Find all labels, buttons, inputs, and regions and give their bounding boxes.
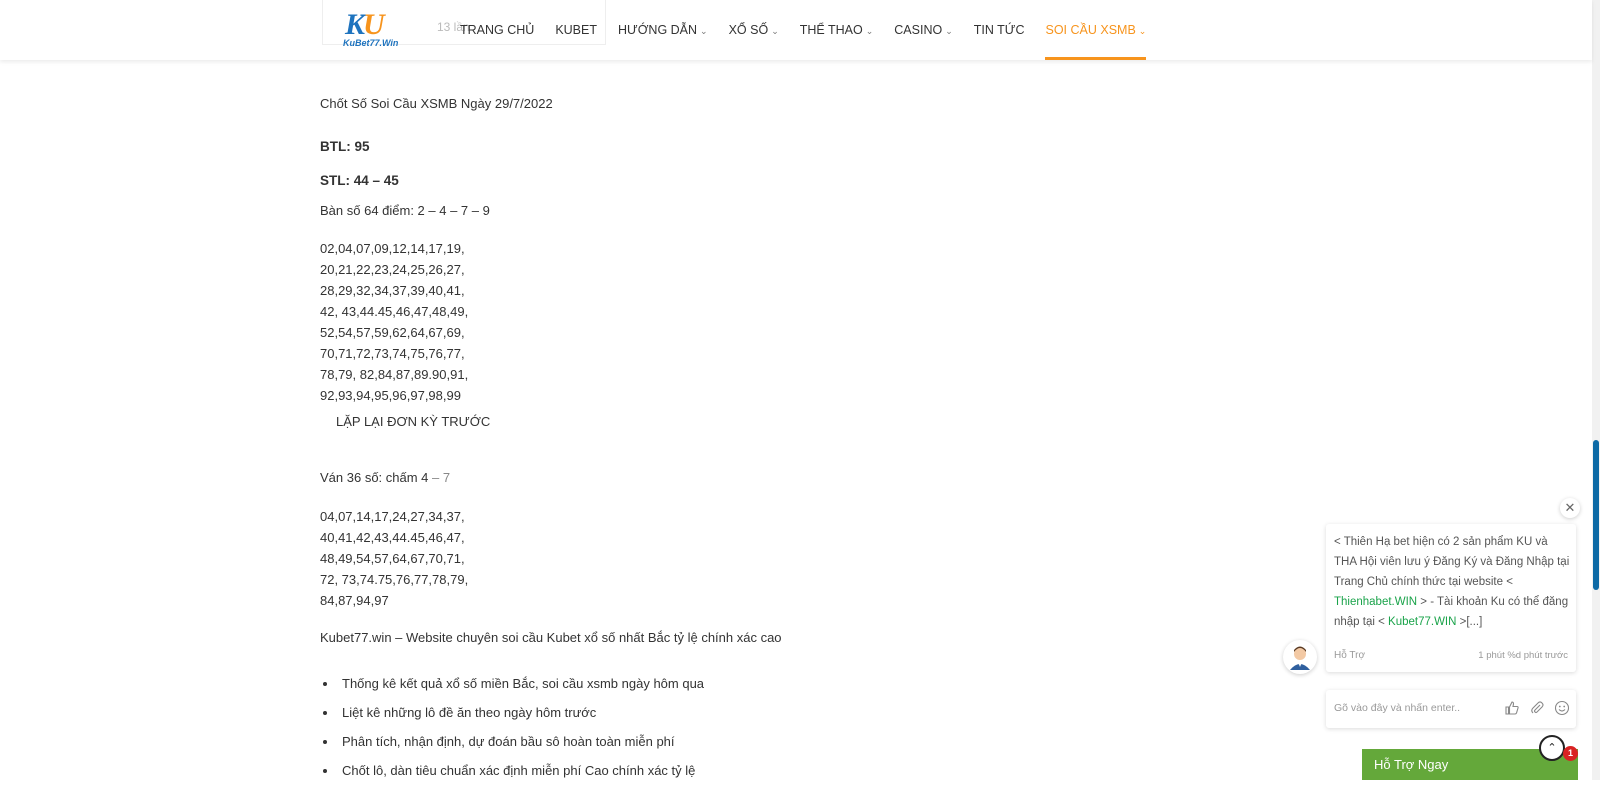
chat-message-footer — [1334, 650, 1568, 661]
repeat-note: LẶP LẠI ĐƠN KỲ TRƯỚC — [336, 414, 491, 429]
number-row: 40,41,42,43,44.45,46,47, — [320, 530, 465, 545]
chat-message-card — [1326, 524, 1576, 672]
nav-label: TIN TỨC — [973, 23, 1025, 37]
nav-label: HƯỚNG DẪN — [618, 23, 698, 37]
page-scrollbar[interactable] — [1592, 0, 1600, 780]
nav-label: SOI CẦU XSMB — [1045, 23, 1136, 37]
chevron-up-icon: ⌃ — [1547, 742, 1557, 754]
message-link-kubet77[interactable]: Kubet77.WIN — [1388, 616, 1457, 628]
site-description: Kubet77.win – Website chuyên soi cầu Kubet xổ số nhất Bắc tỷ lệ chính xác cao — [320, 630, 782, 645]
avatar-icon — [1283, 640, 1317, 674]
number-row: 92,93,94,95,96,97,98,99 — [320, 388, 461, 403]
number-row: 70,71,72,73,74,75,76,77, — [320, 346, 465, 361]
nav-item-the-thao[interactable] — [800, 0, 874, 60]
thumbs-up-icon[interactable] — [1504, 700, 1520, 716]
nav-item-huong-dan[interactable] — [618, 0, 708, 60]
number-row: 20,21,22,23,24,25,26,27, — [320, 262, 465, 277]
message-link-thienhabet[interactable]: Thienhabet.WIN — [1334, 596, 1418, 608]
logo-k: K — [345, 8, 364, 41]
emoji-icon[interactable] — [1554, 700, 1570, 716]
van36-label-a: Ván 36 số: chấm 4 — [320, 470, 433, 485]
chat-input-placeholder[interactable]: Gõ vào đây và nhấn enter.. — [1334, 702, 1461, 714]
number-row: 48,49,54,57,64,67,70,71, — [320, 551, 465, 566]
number-row: 72, 73,74.75,76,77,78,79, — [320, 572, 469, 587]
nav-item-xo-so[interactable] — [729, 0, 779, 60]
van36-label — [320, 470, 450, 485]
notification-badge: 1 — [1563, 746, 1578, 761]
site-header — [0, 0, 1592, 60]
number-row: 28,29,32,34,37,39,40,41, — [320, 283, 465, 298]
chat-sender: Hỗ Trợ — [1334, 650, 1366, 661]
scrollbar-thumb[interactable] — [1593, 440, 1599, 590]
nav-item-casino[interactable] — [894, 0, 952, 60]
number-row: 78,79, 82,84,87,89.90,91, — [320, 367, 469, 382]
list-item: • Phân tích, nhận định, dự đoán bầu sô hoàn toàn miễn phí — [338, 729, 704, 758]
feature-list — [320, 671, 704, 787]
list-item: • Thống kê kết quả xổ số miền Bắc, soi cầu xsmb ngày hôm qua — [338, 671, 704, 700]
stl-line: STL: 44 – 45 — [320, 173, 399, 188]
logo-site-name: KuBet77.Win — [343, 38, 399, 48]
number-row: 02,04,07,09,12,14,17,19, — [320, 241, 465, 256]
nav-item-kubet[interactable] — [555, 0, 597, 60]
article-heading: Chốt Số Soi Cầu XSMB Ngày 29/7/2022 — [320, 96, 553, 111]
nav-label: THỂ THAO — [799, 23, 863, 37]
message-text: >[...] — [1456, 616, 1483, 628]
close-icon: ✕ — [1564, 500, 1576, 515]
chat-input-actions — [1504, 700, 1570, 716]
chevron-down-icon: ⌄ — [1138, 26, 1147, 36]
nav-item-tin-tuc[interactable] — [974, 0, 1025, 60]
chat-message — [1334, 532, 1570, 632]
logo-u: U — [363, 8, 383, 41]
chevron-down-icon: ⌄ — [771, 26, 779, 36]
van36-number-list — [320, 506, 468, 611]
btl-line: BTL: 95 — [320, 139, 370, 154]
nav-label: KUBET — [555, 23, 597, 37]
main-nav — [460, 0, 1167, 60]
list-item: • Liệt kê những lô đề ăn theo ngày hôm trước — [338, 700, 704, 729]
chat-close-button[interactable] — [1560, 498, 1580, 518]
list-item: • Chốt lô, dàn tiêu chuẩn xác định miễn phí Cao chính xác tỷ lệ — [338, 758, 704, 787]
site-logo[interactable] — [343, 8, 399, 48]
ban64-number-list — [320, 238, 468, 406]
agent-avatar — [1283, 640, 1317, 674]
chevron-down-icon: ⌄ — [945, 26, 953, 36]
ghost-text: 13 lần — [437, 20, 470, 34]
nav-label: CASINO — [894, 23, 943, 37]
message-text: < Thiên Hạ bet hiện có 2 sản phẩm KU và THA Hội viên lưu ý Đăng Ký và Đăng Nhập tại Trang Chủ chính thức tại website < — [1334, 536, 1570, 588]
chevron-down-icon: ⌄ — [865, 26, 874, 36]
nav-label: XỔ SỐ — [728, 23, 769, 37]
number-row: 42, 43,44.45,46,47,48,49, — [320, 304, 469, 319]
nav-item-soi-cau-xsmb[interactable] — [1045, 0, 1146, 60]
chevron-down-icon: ⌄ — [700, 26, 708, 36]
logo-mark — [345, 8, 383, 42]
ban64-label: Bàn số 64 điểm: 2 – 4 – 7 – 9 — [320, 203, 490, 218]
number-row: 04,07,14,17,24,27,34,37, — [320, 509, 465, 524]
nav-label: TRANG CHỦ — [460, 23, 535, 37]
number-row: 52,54,57,59,62,64,67,69, — [320, 325, 465, 340]
message-text: > - Tài khoản Ku có thể đăng nhập tại < — [1334, 596, 1569, 628]
support-label: Hỗ Trợ Ngay — [1374, 757, 1449, 772]
van36-label-b: – 7 — [432, 470, 451, 485]
nav-item-trang-chu[interactable] — [460, 0, 534, 60]
paperclip-icon[interactable] — [1529, 700, 1545, 716]
number-row: 84,87,94,97 — [320, 593, 389, 608]
scroll-to-top-button[interactable] — [1539, 735, 1565, 761]
chat-input-box[interactable] — [1326, 690, 1576, 728]
chat-time: 1 phút %d phút trước — [1478, 650, 1568, 661]
